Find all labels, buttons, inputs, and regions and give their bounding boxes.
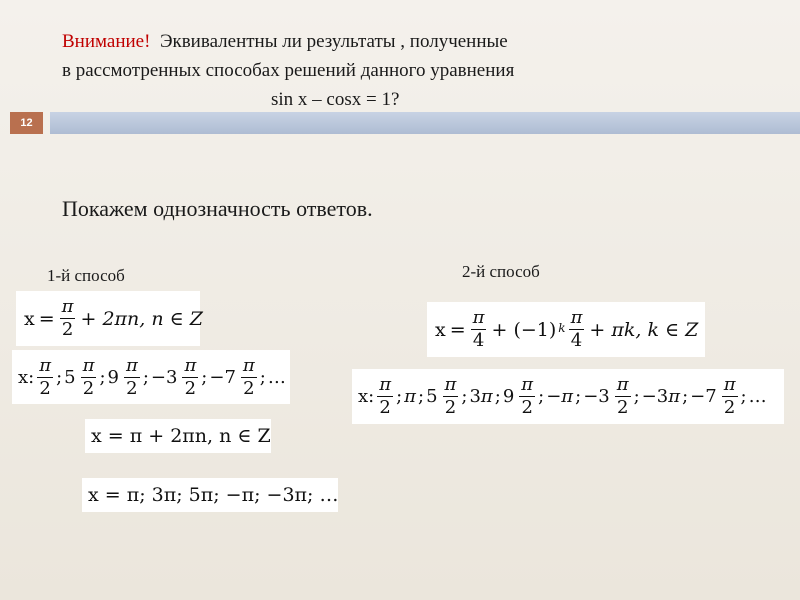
method-2-roots-list: x: $\frac{\pi}{2}$ ; π ; 5 $\frac{\pi}{2}$ ; 3π ; 9 $\frac{\pi}{2}$ ; −π ; −3 $\frac{\pi}{2}$ ; −3π ; −7 $\frac{\pi}{2}$ ; … — [352, 369, 784, 424]
fraction-numerator: π — [61, 296, 74, 317]
fraction-pi-over-2: $\frac{\pi}{2}$ — [521, 374, 534, 418]
fraction-pi-over-2: $\frac{\pi}{2}$ — [184, 354, 197, 399]
formula-variable: x — [435, 318, 446, 341]
fraction-pi-over-2: $\frac{\pi}{2}$ — [82, 354, 95, 399]
fraction-pi-over-2: $\frac{\pi}{2}$ — [616, 374, 629, 418]
fraction-pi-over-2: $\frac{\pi}{2}$ — [723, 374, 736, 418]
fraction-numerator: π — [472, 307, 485, 328]
method-2-formula — [427, 302, 705, 357]
formula-equals: = — [449, 318, 466, 341]
title-line-1 — [62, 28, 508, 55]
fraction-pi-over-4 — [569, 309, 585, 350]
fraction-pi-over-2: $\frac{\pi}{2}$ — [444, 374, 457, 418]
title-line-1-text: Эквивалентны ли результаты , полученные — [159, 31, 508, 52]
method-1-formula-2: x = π + 2πn, n ∈ Z — [85, 419, 271, 453]
method-1-roots-list-2: x = π; 3π; 5π; −π; −3π; … — [82, 478, 338, 512]
fraction-pi-over-4 — [471, 309, 487, 350]
fraction-numerator: π — [570, 307, 583, 328]
method-1-roots-list-1: x: $\frac{\pi}{2}$ ; 5 $\frac{\pi}{2}$ ; 9 $\frac{\pi}{2}$ ; −3 $\frac{\pi}{2}$ ; −7 $\frac{\pi}{2}$ ; … — [12, 350, 290, 404]
list-prefix: x: — [358, 386, 375, 407]
fraction-denominator: 4 — [472, 330, 485, 351]
formula-exponent: k — [558, 320, 566, 335]
subtitle: Покажем однозначность ответов. — [62, 196, 373, 221]
fraction-denominator: 4 — [570, 330, 583, 351]
warning-text: Внимание! — [62, 31, 151, 52]
title-line-2: в рассмотренных способах решений данного уравнения — [62, 60, 515, 81]
list-ellipsis: … — [267, 366, 286, 388]
fraction-pi-over-2: $\frac{\pi}{2}$ — [39, 354, 52, 399]
slide-number-badge: 12 — [10, 112, 43, 134]
fraction-pi-over-2: $\frac{\pi}{2}$ — [242, 354, 255, 399]
method-1-label: 1-й способ — [47, 266, 125, 285]
formula-rest: + 2πn, n ∈ Z — [80, 307, 203, 330]
fraction-pi-over-2: $\frac{\pi}{2}$ — [125, 354, 138, 399]
title-equation: sin x – cosx = 1? — [271, 89, 400, 110]
list-prefix: x: — [18, 366, 35, 388]
header-bar — [50, 112, 800, 134]
formula-variable: x — [24, 307, 35, 330]
formula-equals: = — [38, 307, 55, 330]
fraction-pi-over-2 — [60, 298, 76, 339]
method-2-label: 2-й способ — [462, 262, 540, 281]
formula-rest: + πk, k ∈ Z — [589, 318, 699, 341]
fraction-pi-over-2: $\frac{\pi}{2}$ — [379, 374, 392, 418]
list-ellipsis: … — [748, 386, 767, 407]
formula-middle: + (−1) — [491, 318, 557, 341]
fraction-denominator: 2 — [61, 319, 74, 340]
method-1-formula-1 — [16, 291, 203, 346]
